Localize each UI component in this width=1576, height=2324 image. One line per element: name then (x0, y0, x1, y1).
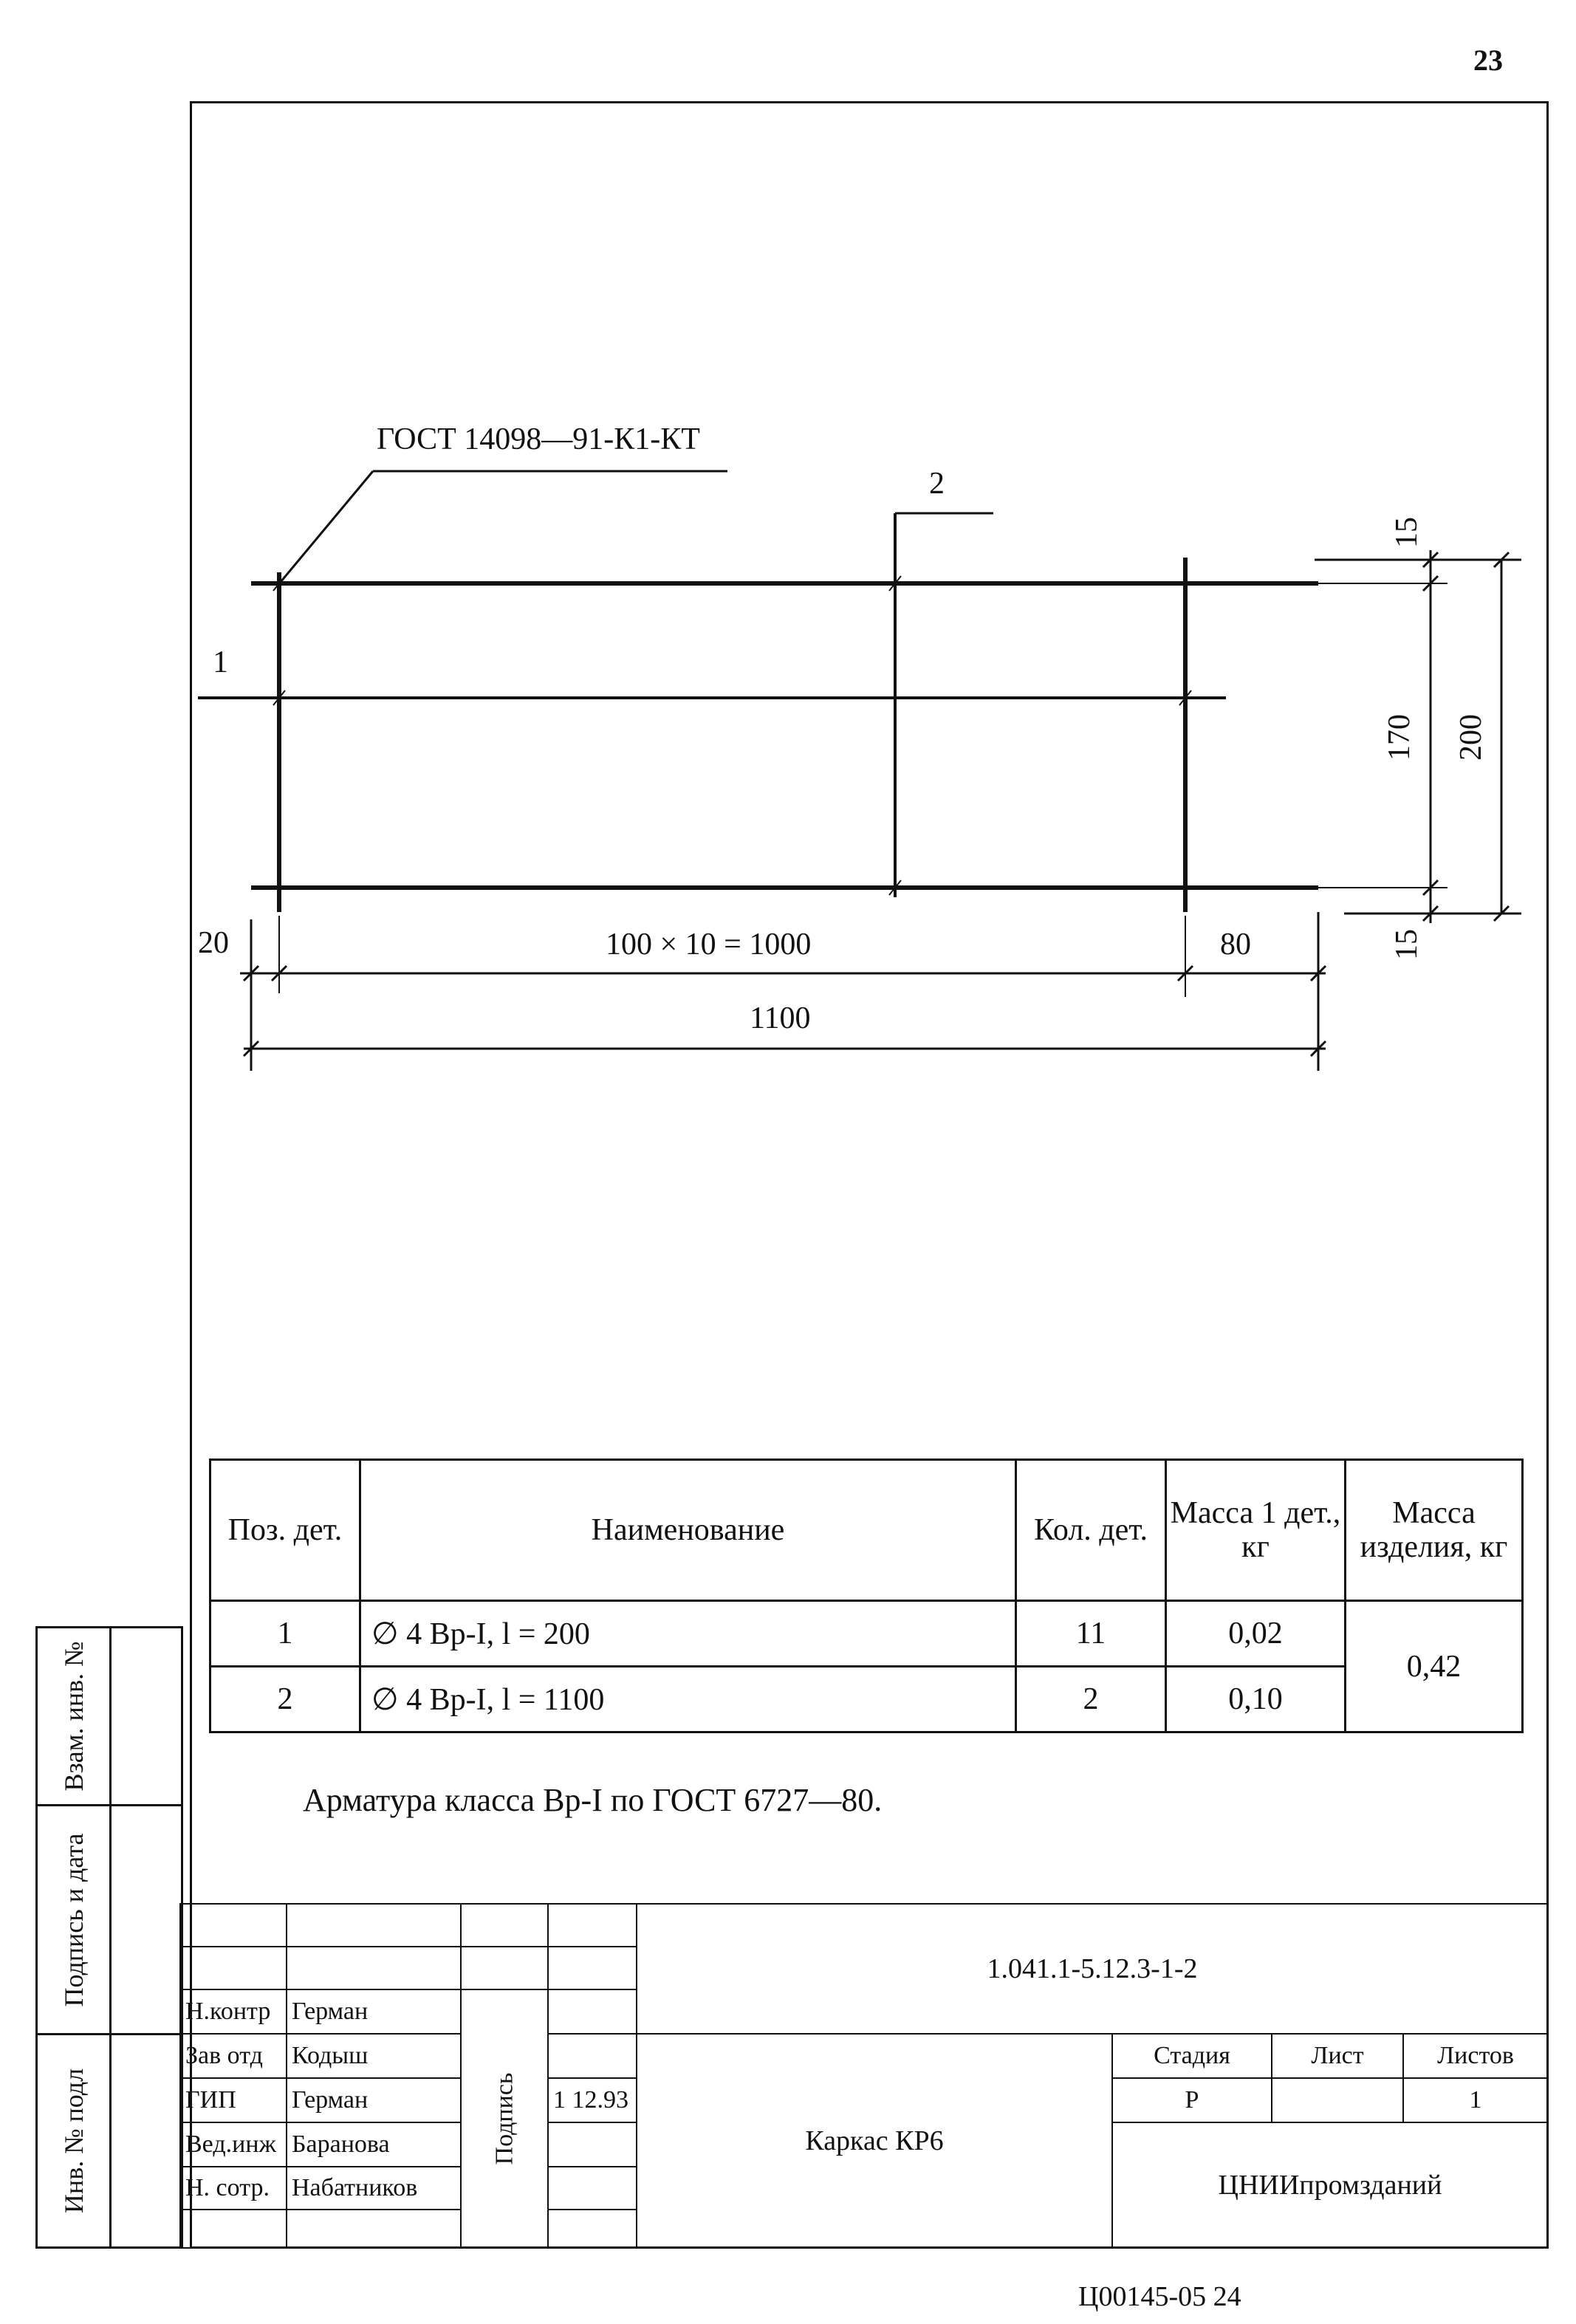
header-mass-total: Масса изделия, кг (1346, 1460, 1523, 1601)
role-n-kontr: Н.контр (179, 1989, 287, 2035)
stage-value: Р (1111, 2077, 1272, 2123)
footer-code: Ц00145-05 24 (1078, 2281, 1241, 2312)
date-gip: 1 12.93 (547, 2077, 637, 2123)
page-number: 23 (1473, 44, 1503, 77)
row-qty: 11 (1016, 1601, 1166, 1667)
side-stamp-podpis (35, 1804, 183, 2035)
gost-leader-slant (281, 471, 373, 582)
reinforcement-note: Арматура класса Вр-I по ГОСТ 6727—80. (303, 1782, 883, 1818)
row-mass: 0,10 (1166, 1667, 1346, 1732)
specification-table (209, 1459, 1524, 1733)
dim-label-20: 20 (198, 926, 229, 960)
side-label-vzam: Взам. инв. № (58, 1641, 89, 1792)
dim-label-200: 200 (1454, 714, 1488, 761)
header-pos: Поз. дет. (210, 1460, 360, 1601)
row-mass: 0,02 (1166, 1601, 1346, 1667)
name-n-sotr: Набатников (286, 2166, 462, 2210)
name-gip: Герман (286, 2077, 462, 2123)
item-name: Каркас КР6 (636, 2033, 1113, 2249)
gost-label: ГОСТ 14098—91-К1-КТ (377, 422, 700, 456)
header-qty: Кол. дет. (1016, 1460, 1166, 1601)
dim-label-170: 170 (1383, 714, 1416, 761)
row-pos: 2 (210, 1667, 360, 1732)
organization: ЦНИИпромзданий (1111, 2122, 1549, 2249)
title-block (179, 1903, 1549, 2249)
sheets-value: 1 (1402, 2077, 1549, 2123)
mass-total: 0,42 (1346, 1601, 1523, 1732)
name-ved-inzh: Баранова (286, 2122, 462, 2167)
header-name: Наименование (360, 1460, 1016, 1601)
sheets-label: Листов (1402, 2033, 1549, 2079)
row-name: ∅ 4 Вр-I, l = 200 (360, 1601, 1016, 1667)
dim-label-80: 80 (1220, 928, 1251, 962)
signature-label: Подпись (490, 2072, 518, 2165)
dim-label-1000: 100 × 10 = 1000 (606, 928, 812, 962)
side-label-inv: Инв. № подл (58, 2068, 89, 2214)
row-name: ∅ 4 Вр-I, l = 1100 (360, 1667, 1016, 1732)
side-stamp-vzam (35, 1626, 183, 1806)
dim-label-15-top: 15 (1390, 517, 1424, 548)
name-n-kontr: Герман (286, 1989, 462, 2035)
row-qty: 2 (1016, 1667, 1166, 1732)
dim-label-15-bottom: 15 (1390, 929, 1424, 960)
role-ved-inzh: Вед.инж (179, 2122, 287, 2167)
role-n-sotr: Н. сотр. (179, 2166, 287, 2210)
document-code: 1.041.1-5.12.3-1-2 (636, 1903, 1549, 2035)
dim-label-1100: 1100 (750, 1001, 811, 1035)
header-mass-one: Масса 1 дет., кг (1166, 1460, 1346, 1601)
sheet-label: Лист (1271, 2033, 1404, 2079)
table-row (210, 1667, 1523, 1732)
stage-label: Стадия (1111, 2033, 1272, 2079)
side-label-podpis: Подпись и дата (58, 1833, 89, 2006)
sheet-value (1271, 2077, 1404, 2123)
side-stamp-inv (35, 2033, 183, 2249)
name-zav-otd: Кодыш (286, 2033, 462, 2079)
signature-column (460, 1989, 549, 2249)
role-zav-otd: Зав отд (179, 2033, 287, 2079)
row-pos: 1 (210, 1601, 360, 1667)
role-gip: ГИП (179, 2077, 287, 2123)
pos-1-label: 1 (213, 645, 228, 679)
pos-2-label: 2 (929, 467, 945, 501)
table-row (210, 1601, 1523, 1667)
table-header-row (210, 1460, 1523, 1601)
